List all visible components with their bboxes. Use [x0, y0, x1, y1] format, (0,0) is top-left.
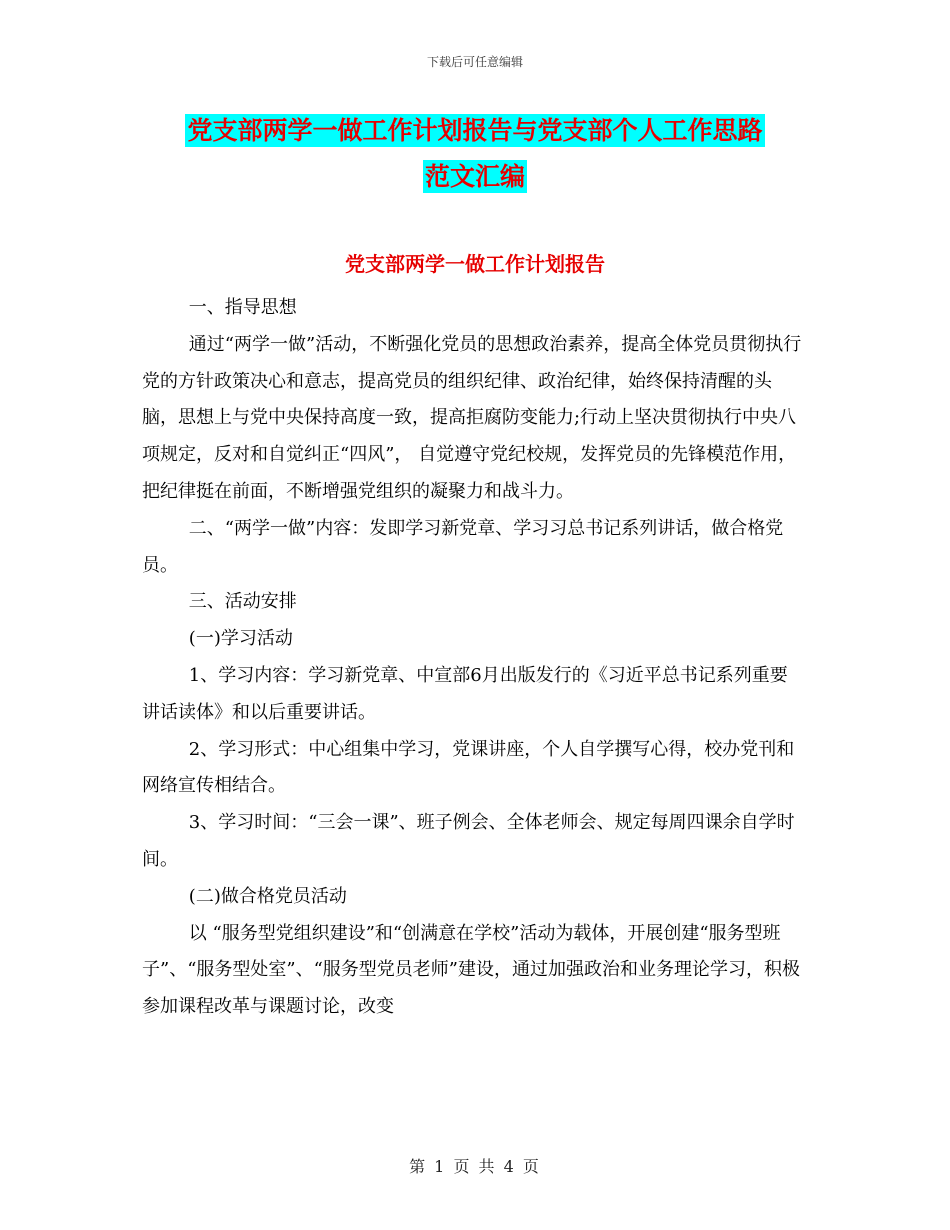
- paragraph: 3、学习时间：“三会一课”、班子例会、全体老师会、规定每周四课余自学时间。: [142, 812, 795, 870]
- section-title: 党支部两学一做工作计划报告: [345, 252, 605, 276]
- paragraph-heading-1: 一、指导思想: [188, 297, 297, 318]
- document-body: [142, 290, 804, 1026]
- main-title-line-2: 范文汇编: [424, 162, 525, 191]
- paragraph: 以 “服务型党组织建设”和“创满意在学校”活动为载体，开展创建“服务型班子”、“服务型处室”、“服务型党员老师”建设，通过加强政治和业务理论学习，积极参加课程改革与课题讨论，改变: [142, 922, 801, 1018]
- document-main-title: [0, 108, 950, 200]
- paragraph-subheading-2: (二)做合格党员活动: [188, 885, 347, 907]
- paragraph-subheading-1: (一)学习活动: [188, 628, 293, 650]
- main-title-line-1: 党支部两学一做工作计划报告与党支部个人工作思路: [187, 116, 763, 145]
- header-note: 下载后可任意编辑: [426, 55, 523, 69]
- paragraph: 二、“两学一做”内容：发即学习新党章、学习习总书记系列讲话，做合格党员。: [142, 517, 784, 576]
- paragraph: 1、学习内容：学习新党章、中宣部6月出版发行的《习近平总书记系列重要讲话读体》和以后重要讲话。: [142, 664, 788, 723]
- paragraph: 通过“两学一做”活动，不断强化党员的思想政治素养，提高全体党员贯彻执行党的方针政策决心和意志，提高党员的组织纪律、政治纪律，始终保持清醒的头脑，思想上与党中央保持高度一致，提高拒腐防变能力;行动上坚决贯彻执行中央八项规定，反对和自觉纠正“四风”， 自觉遵守党纪校规，发挥党员的先锋模范作用，把纪律挺在前面，不断增强党组织的凝聚力和战斗力。: [142, 333, 802, 502]
- page-number-footer: 第 1 页 共 4 页: [409, 1157, 541, 1176]
- paragraph-heading-3: 三、活动安排: [188, 591, 297, 613]
- paragraph: 2、学习形式：中心组集中学习，党课讲座，个人自学撰写心得，校办党刊和网络宣传相结合。: [142, 738, 795, 797]
